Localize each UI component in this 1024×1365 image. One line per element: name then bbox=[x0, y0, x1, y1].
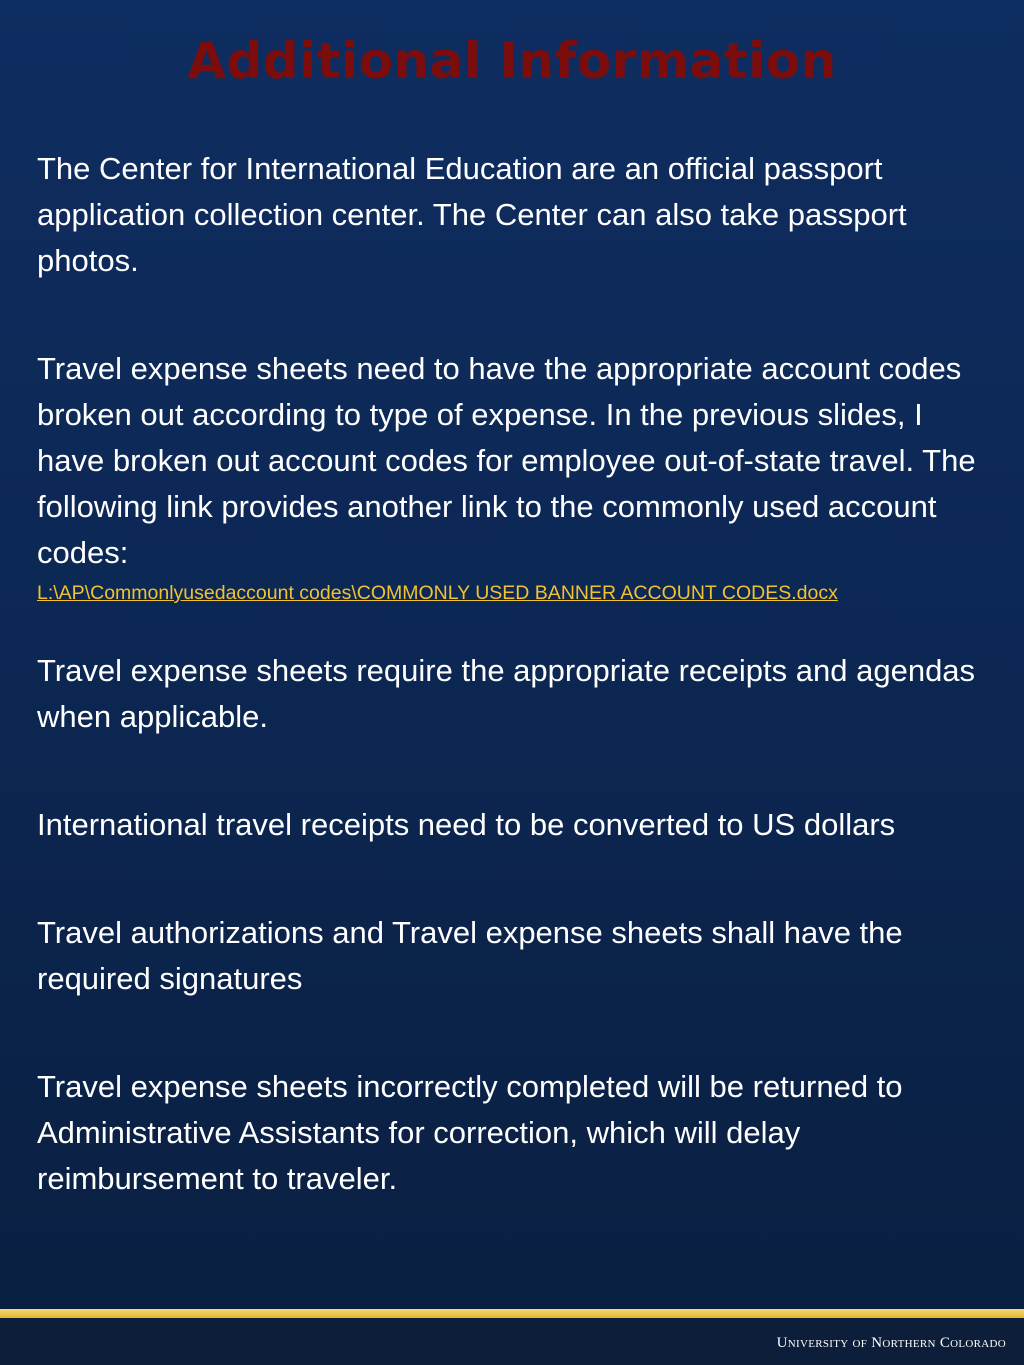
slide-title: Additional Information bbox=[187, 32, 837, 90]
footer-accent-bar bbox=[0, 1309, 1024, 1318]
paragraph-account-codes bbox=[37, 346, 997, 608]
paragraph-signatures: Travel authorizations and Travel expense sheets shall have the required signatures bbox=[37, 915, 903, 996]
slide-body bbox=[37, 146, 997, 1202]
paragraph-passport: The Center for International Education are an official passport application collection center. The Center can also take passport photos. bbox=[37, 151, 907, 278]
paragraph-account-codes-text: Travel expense sheets need to have the appropriate account codes broken out according to type of expense. In the previous slides, I have broken out account codes for employee out-of-state travel. The following link provides another link to the commonly used account codes: bbox=[37, 351, 976, 570]
university-logo: University of Northern Colorado bbox=[776, 1335, 1006, 1351]
paragraph-receipts: Travel expense sheets require the appropriate receipts and agendas when applicable. bbox=[37, 653, 976, 734]
paragraph-currency: International travel receipts need to be converted to US dollars bbox=[37, 807, 896, 842]
paragraph-corrections: Travel expense sheets incorrectly completed will be returned to Administrative Assistants for correction, which will delay reimbursement to traveler. bbox=[37, 1069, 903, 1196]
account-codes-link[interactable]: L:\AP\Commonlyusedaccount codes\COMMONLY USED BANNER ACCOUNT CODES.docx bbox=[37, 582, 838, 604]
